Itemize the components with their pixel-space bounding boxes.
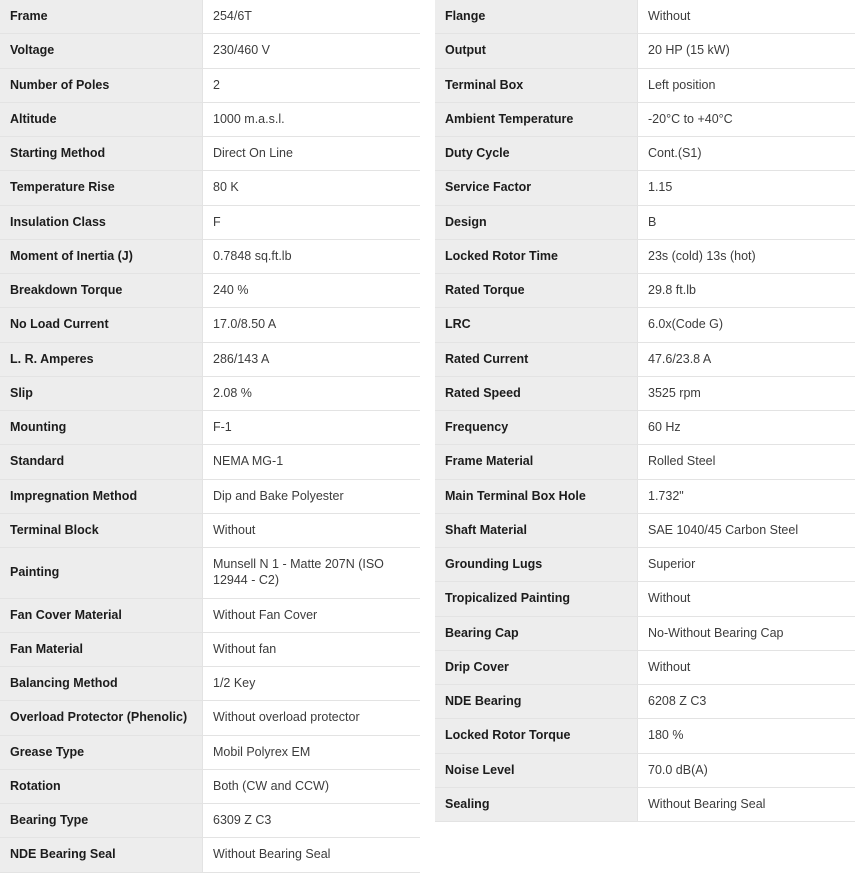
spec-value: 286/143 A [203, 342, 421, 376]
table-row [0, 137, 420, 171]
spec-label: Frequency [435, 411, 638, 445]
spec-label: Overload Protector (Phenolic) [0, 701, 203, 735]
table-row [435, 239, 855, 273]
table-row [0, 548, 420, 599]
left-spec-column [0, 0, 420, 873]
spec-value: 2.08 % [203, 376, 421, 410]
table-row [0, 411, 420, 445]
spec-label: Duty Cycle [435, 137, 638, 171]
spec-label: Insulation Class [0, 205, 203, 239]
spec-label: NDE Bearing Seal [0, 838, 203, 872]
table-row [435, 685, 855, 719]
table-row [435, 102, 855, 136]
spec-label: Temperature Rise [0, 171, 203, 205]
table-row [0, 598, 420, 632]
spec-label: Design [435, 205, 638, 239]
table-row [0, 308, 420, 342]
table-row [435, 753, 855, 787]
table-row [435, 445, 855, 479]
spec-label: LRC [435, 308, 638, 342]
spec-label: Tropicalized Painting [435, 582, 638, 616]
spec-value: Direct On Line [203, 137, 421, 171]
spec-value: No-Without Bearing Cap [638, 616, 855, 650]
spec-value: 3525 rpm [638, 376, 855, 410]
spec-label: Starting Method [0, 137, 203, 171]
spec-value: F-1 [203, 411, 421, 445]
spec-label: Balancing Method [0, 667, 203, 701]
spec-label: Fan Material [0, 632, 203, 666]
table-row [435, 548, 855, 582]
spec-value: 6309 Z C3 [203, 804, 421, 838]
spec-label: NDE Bearing [435, 685, 638, 719]
spec-value: Dip and Bake Polyester [203, 479, 421, 513]
table-row [435, 719, 855, 753]
spec-label: Frame Material [435, 445, 638, 479]
table-row [0, 513, 420, 547]
table-row [435, 513, 855, 547]
spec-value: F [203, 205, 421, 239]
spec-label: Service Factor [435, 171, 638, 205]
table-row [0, 838, 420, 872]
spec-value: Without fan [203, 632, 421, 666]
spec-value: 240 % [203, 274, 421, 308]
right-spec-table-body [435, 0, 855, 822]
spec-value: 47.6/23.8 A [638, 342, 855, 376]
spec-label: Painting [0, 548, 203, 599]
table-row [0, 667, 420, 701]
spec-value: 6.0x(Code G) [638, 308, 855, 342]
table-row [435, 787, 855, 821]
table-row [0, 701, 420, 735]
table-row [435, 205, 855, 239]
table-row [0, 479, 420, 513]
spec-value: Rolled Steel [638, 445, 855, 479]
spec-value: 1.15 [638, 171, 855, 205]
spec-value: 1.732" [638, 479, 855, 513]
spec-value: 1/2 Key [203, 667, 421, 701]
spec-value: Without [638, 582, 855, 616]
spec-value: Mobil Polyrex EM [203, 735, 421, 769]
left-spec-table-body [0, 0, 420, 872]
spec-value: Without overload protector [203, 701, 421, 735]
spec-value: Both (CW and CCW) [203, 769, 421, 803]
spec-label: Fan Cover Material [0, 598, 203, 632]
spec-label: Rated Speed [435, 376, 638, 410]
spec-value: SAE 1040/45 Carbon Steel [638, 513, 855, 547]
spec-label: Rated Current [435, 342, 638, 376]
spec-label: Number of Poles [0, 68, 203, 102]
spec-label: Slip [0, 376, 203, 410]
spec-value: 0.7848 sq.ft.lb [203, 239, 421, 273]
spec-value: B [638, 205, 855, 239]
spec-value: Without Fan Cover [203, 598, 421, 632]
table-row [0, 171, 420, 205]
table-row [0, 205, 420, 239]
table-row [435, 274, 855, 308]
spec-value: 1000 m.a.s.l. [203, 102, 421, 136]
spec-value: 70.0 dB(A) [638, 753, 855, 787]
spec-value: 2 [203, 68, 421, 102]
spec-value: 6208 Z C3 [638, 685, 855, 719]
spec-label: Standard [0, 445, 203, 479]
table-row [435, 376, 855, 410]
spec-label: Noise Level [435, 753, 638, 787]
spec-value: Superior [638, 548, 855, 582]
right-spec-column [435, 0, 855, 822]
spec-value: Without [638, 0, 855, 34]
left-spec-table [0, 0, 420, 873]
table-row [435, 479, 855, 513]
spec-label: Voltage [0, 34, 203, 68]
spec-value: Cont.(S1) [638, 137, 855, 171]
spec-label: Rotation [0, 769, 203, 803]
spec-value: NEMA MG-1 [203, 445, 421, 479]
spec-label: Bearing Cap [435, 616, 638, 650]
spec-value: 180 % [638, 719, 855, 753]
spec-label: Output [435, 34, 638, 68]
spec-value: Without Bearing Seal [638, 787, 855, 821]
table-row [435, 68, 855, 102]
table-row [0, 34, 420, 68]
spec-label: Terminal Box [435, 68, 638, 102]
spec-label: Breakdown Torque [0, 274, 203, 308]
spec-value: Without [638, 650, 855, 684]
spec-value: Without [203, 513, 421, 547]
table-row [0, 735, 420, 769]
table-row [435, 0, 855, 34]
spec-label: No Load Current [0, 308, 203, 342]
table-row [0, 804, 420, 838]
table-row [435, 342, 855, 376]
spec-label: Mounting [0, 411, 203, 445]
table-row [0, 769, 420, 803]
spec-label: Main Terminal Box Hole [435, 479, 638, 513]
spec-label: Grounding Lugs [435, 548, 638, 582]
spec-label: Bearing Type [0, 804, 203, 838]
spec-value: -20°C to +40°C [638, 102, 855, 136]
spec-value: 80 K [203, 171, 421, 205]
table-row [0, 632, 420, 666]
spec-label: Grease Type [0, 735, 203, 769]
spec-value: Munsell N 1 - Matte 207N (ISO 12944 - C2) [203, 548, 421, 599]
table-row [0, 239, 420, 273]
spec-value: Left position [638, 68, 855, 102]
spec-label: Terminal Block [0, 513, 203, 547]
spec-value: 17.0/8.50 A [203, 308, 421, 342]
spec-label: Flange [435, 0, 638, 34]
table-row [0, 342, 420, 376]
spec-label: L. R. Amperes [0, 342, 203, 376]
spec-label: Frame [0, 0, 203, 34]
table-row [435, 137, 855, 171]
table-row [435, 34, 855, 68]
table-row [0, 445, 420, 479]
table-row [435, 582, 855, 616]
spec-value: 23s (cold) 13s (hot) [638, 239, 855, 273]
spec-value: Without Bearing Seal [203, 838, 421, 872]
spec-label: Drip Cover [435, 650, 638, 684]
spec-label: Moment of Inertia (J) [0, 239, 203, 273]
spec-value: 20 HP (15 kW) [638, 34, 855, 68]
spec-label: Locked Rotor Torque [435, 719, 638, 753]
spec-label: Locked Rotor Time [435, 239, 638, 273]
spec-value: 254/6T [203, 0, 421, 34]
spec-label: Shaft Material [435, 513, 638, 547]
spec-value: 230/460 V [203, 34, 421, 68]
spec-value: 60 Hz [638, 411, 855, 445]
table-row [435, 308, 855, 342]
spec-label: Rated Torque [435, 274, 638, 308]
right-spec-table [435, 0, 855, 822]
table-row [435, 411, 855, 445]
table-row [435, 616, 855, 650]
table-row [0, 68, 420, 102]
table-row [435, 171, 855, 205]
table-row [0, 102, 420, 136]
spec-label: Impregnation Method [0, 479, 203, 513]
spec-value: 29.8 ft.lb [638, 274, 855, 308]
spec-label: Altitude [0, 102, 203, 136]
spec-label: Ambient Temperature [435, 102, 638, 136]
table-row [0, 0, 420, 34]
table-row [0, 274, 420, 308]
table-row [435, 650, 855, 684]
spec-label: Sealing [435, 787, 638, 821]
table-row [0, 376, 420, 410]
